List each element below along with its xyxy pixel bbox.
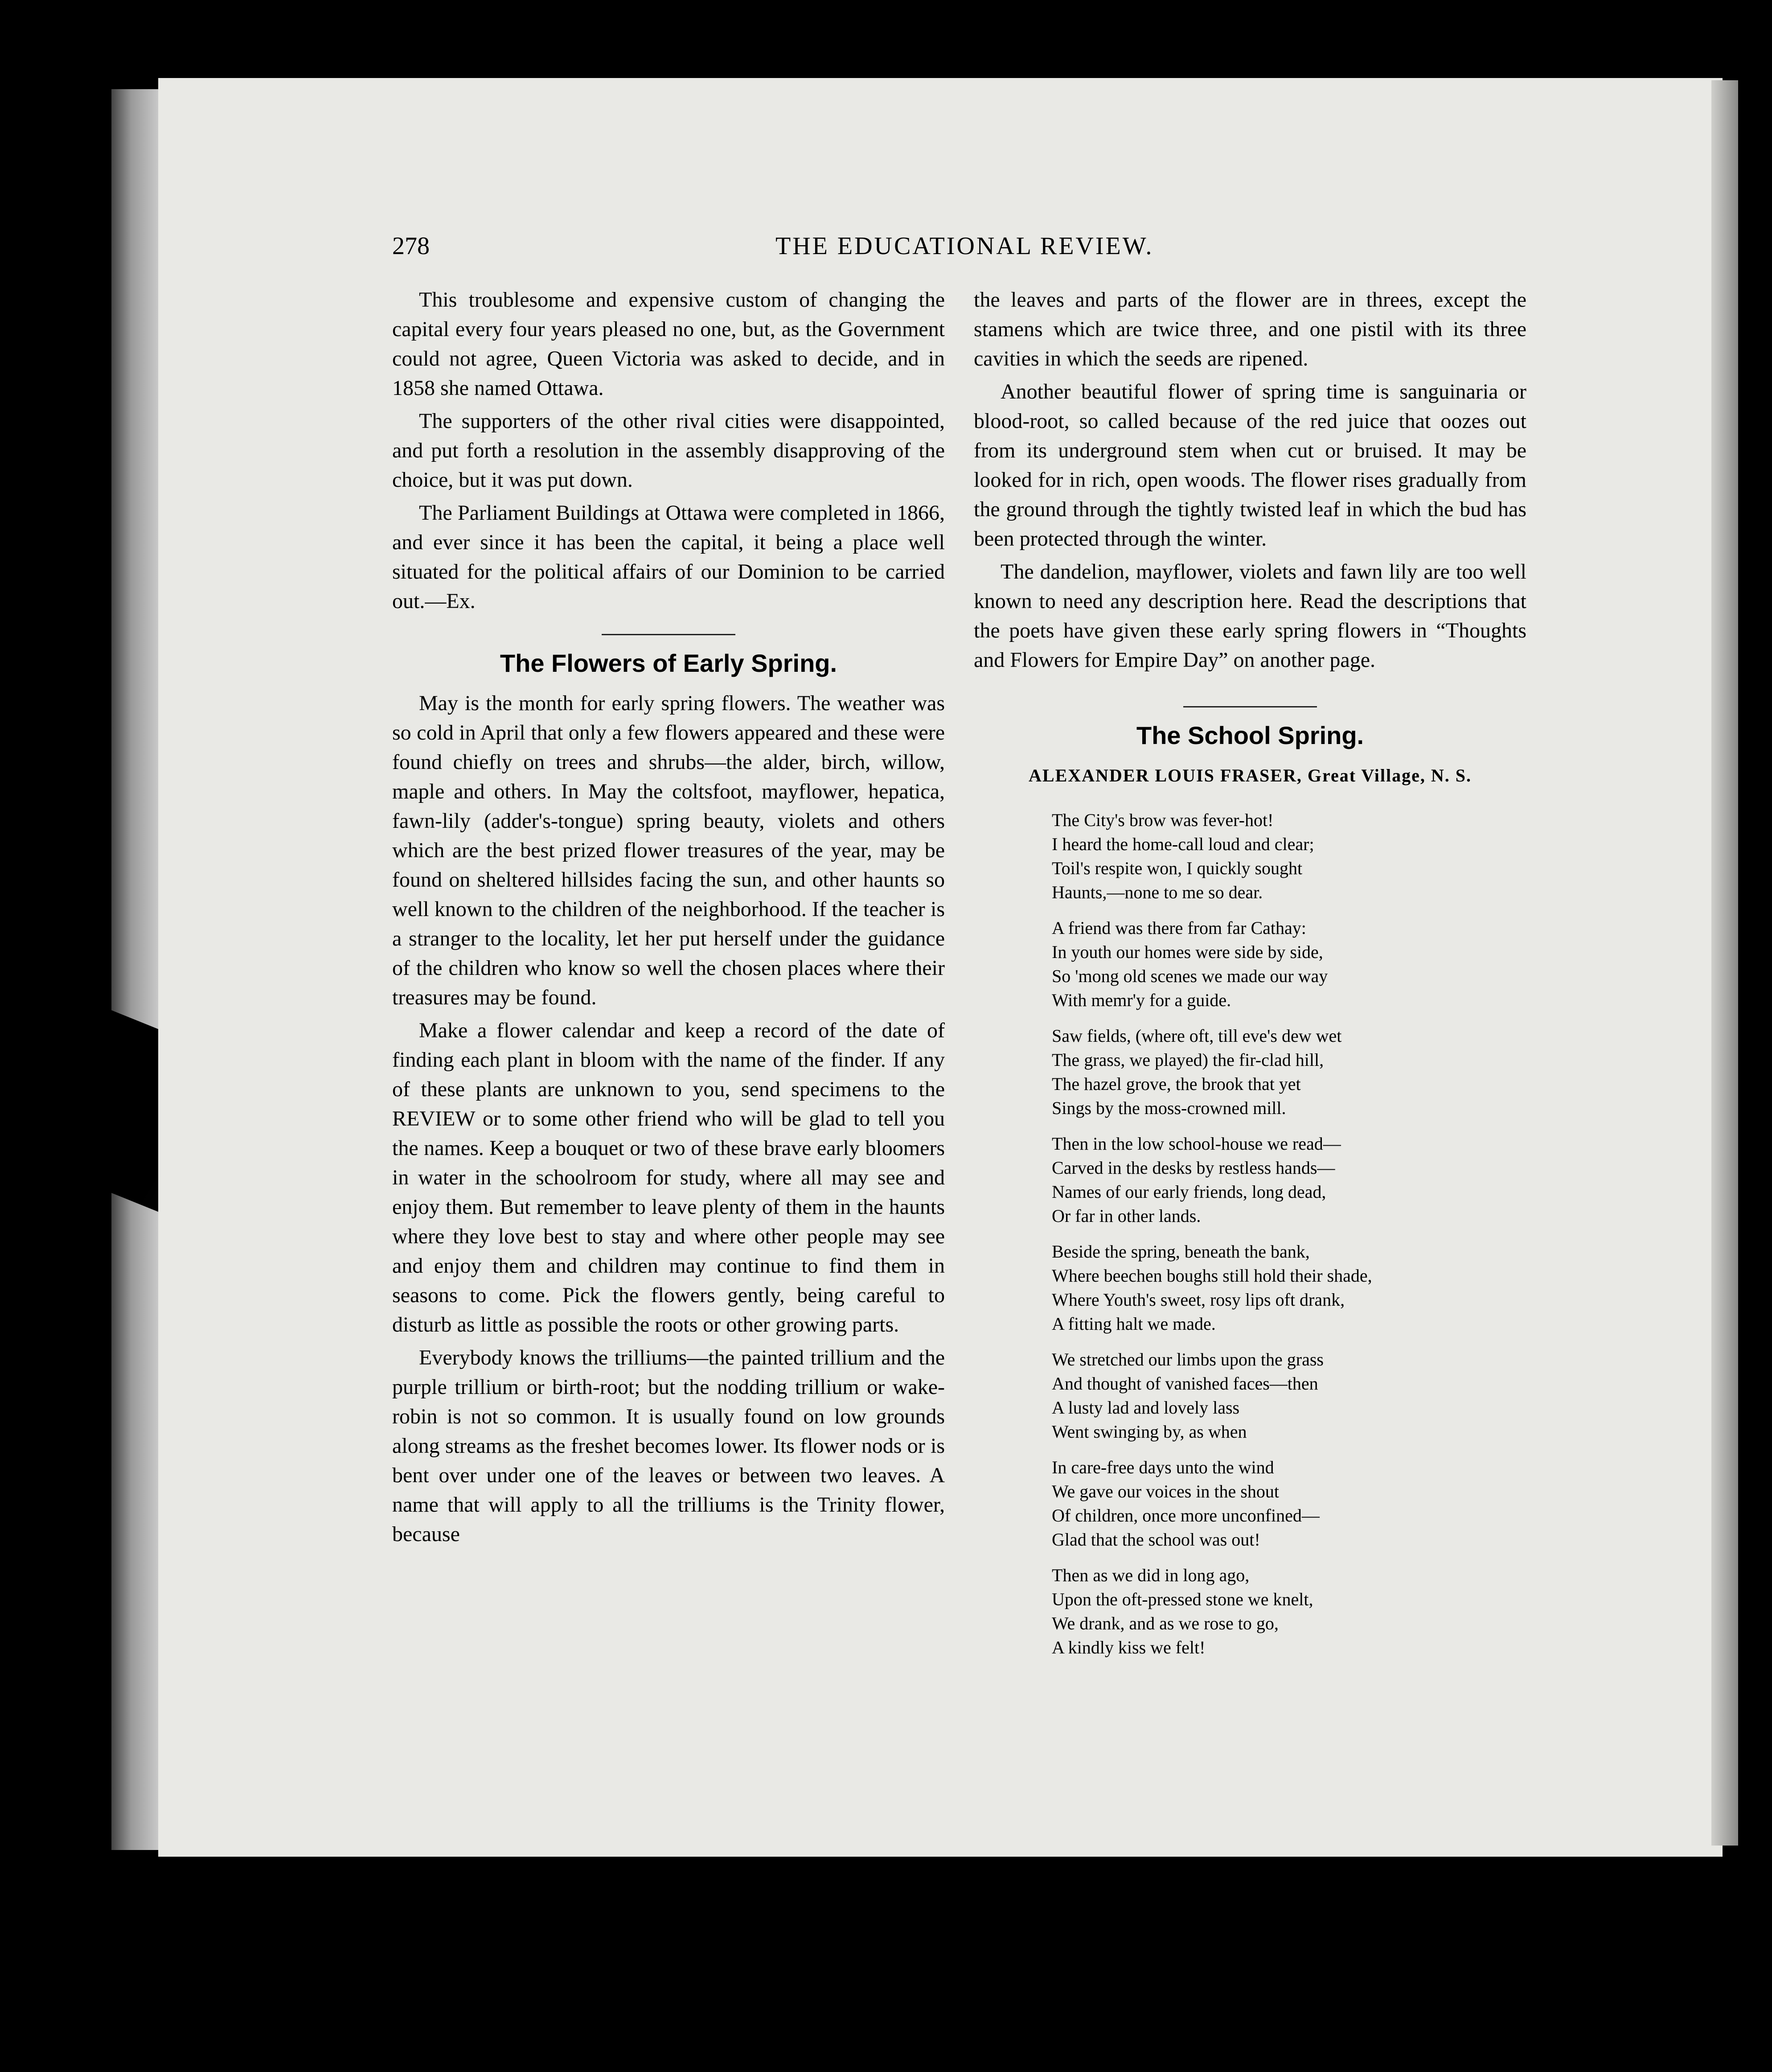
poem-line: A lusty lad and lovely lass — [1052, 1398, 1240, 1418]
flowers-paragraph: Make a flower calendar and keep a record of the date of finding each plant in bloom with the name of the finder. If any of these plants are unknown to you, send specimens to the REVIEW or to some other friend who will be glad to tell you the names. Keep a bouquet or two of these brave early bloomers in water in the schoolroom for study, where all may see and enjoy them. But remember to leave plenty of them in the haunts where they love best to stay and where other people may see and enjoy them and children may continue to find them in seasons to come. Pick the flowers gently, being careful to disturb as little as possible the roots or other growing parts. — [392, 1019, 945, 1336]
poem-line: Or far in other lands. — [1052, 1206, 1201, 1226]
section-divider — [1183, 706, 1317, 707]
poem-stanza — [1052, 1455, 1526, 1552]
poem-line: And thought of vanished faces—then — [1052, 1373, 1318, 1394]
page-header — [392, 232, 1524, 272]
poem-stanza — [1052, 808, 1526, 904]
flowers-paragraph: Everybody knows the trilliums—the painted trillium and the purple trillium or birth-root; but the nodding trillium or wake-robin is not so common. It is usually found on low grounds along streams as the freshet becomes lower. Its flower nods or is bent over under one of the leaves or between two leaves. A name that will apply to all the trilliums is the Trinity flower, because — [392, 1346, 945, 1546]
poem-line: In care-free days unto the wind — [1052, 1457, 1274, 1477]
poem-line: The City's brow was fever-hot! — [1052, 810, 1274, 830]
binding-edge — [111, 89, 160, 1850]
flowers-paragraph: the leaves and parts of the flower are in threes, except the stamens which are twice three, and one pistil with its three cavities in which the seeds are ripened. — [974, 288, 1526, 370]
poem-line: We gave our voices in the shout — [1052, 1481, 1279, 1501]
poem-line: Then as we did in long ago, — [1052, 1565, 1250, 1585]
poem-stanza — [1052, 1240, 1526, 1336]
poem-stanza — [1052, 916, 1526, 1012]
poem-line: We stretched our limbs upon the grass — [1052, 1349, 1324, 1369]
poem-line: Beside the spring, beneath the bank, — [1052, 1242, 1310, 1262]
poem-byline: ALEXANDER LOUIS FRASER, Great Village, N. S. — [1029, 765, 1472, 785]
journal-title: THE EDUCATIONAL REVIEW. — [775, 232, 1154, 260]
poem-line: Upon the oft-pressed stone we knelt, — [1052, 1589, 1313, 1609]
poem-line: Glad that the school was out! — [1052, 1529, 1260, 1550]
poem-line: We drank, and as we rose to go, — [1052, 1613, 1279, 1633]
poem-line: So 'mong old scenes we made our way — [1052, 966, 1328, 986]
poem-line: In youth our homes were side by side, — [1052, 942, 1323, 962]
right-column — [974, 285, 1526, 1671]
poem-line: A fitting halt we made. — [1052, 1314, 1216, 1334]
poem-line: The grass, we played) the fir-clad hill, — [1052, 1050, 1324, 1070]
poem-line: I heard the home-call loud and clear; — [1052, 834, 1314, 854]
poem-line: Names of our early friends, long dead, — [1052, 1182, 1326, 1202]
flowers-paragraph: May is the month for early spring flowers. The weather was so cold in April that only a few flowers appeared and these were found chiefly on trees and shrubs—the alder, birch, willow, maple and others. In May the coltsfoot, mayflower, hepatica, fawn-lily (adder's-tongue) spring beauty, violets and others which are the best prized flower treasures of the year, may be found on sheltered hillsides facing the sun, and other haunts so well known to the children of the neighborhood. If the teacher is a stranger to the locality, let her put herself under the guidance of the children who know so well the chosen places where their treasures may be found. — [392, 691, 945, 1009]
poem-line: A friend was there from far Cathay: — [1052, 918, 1306, 938]
flowers-paragraph: Another beautiful flower of spring time is sanguinaria or blood-root, so called because of the red juice that oozes out from its underground stem when cut or bruised. It may be looked for in rich, open woods. The flower rises gradually from the ground through the tightly twisted leaf in which the bud has been protected through the winter. — [974, 380, 1526, 551]
poem — [1052, 808, 1526, 1660]
poem-line: Carved in the desks by restless hands— — [1052, 1158, 1335, 1178]
flowers-title: The Flowers of Early Spring. — [500, 649, 837, 677]
poem-line: Sings by the moss-crowned mill. — [1052, 1098, 1286, 1118]
poem-stanza — [1052, 1132, 1526, 1228]
poem-line: Haunts,—none to me so dear. — [1052, 882, 1263, 902]
poem-stanza — [1052, 1563, 1526, 1660]
poem-line: Toil's respite won, I quickly sought — [1052, 858, 1303, 878]
section-divider — [602, 634, 735, 635]
poem-line: Where Youth's sweet, rosy lips oft drank, — [1052, 1290, 1345, 1310]
left-column — [392, 285, 945, 1553]
page-edge-right — [1711, 80, 1738, 1846]
ottawa-paragraph: The Parliament Buildings at Ottawa were completed in 1866, and ever since it has been the capital, it being a place well situated for the political affairs of our Dominion to be carried out.—Ex. — [392, 501, 945, 613]
poem-stanza — [1052, 1024, 1526, 1120]
ottawa-paragraph: This troublesome and expensive custom of changing the capital every four years pleased no one, but, as the Government could not agree, Queen Victoria was asked to decide, and in 1858 she named Ottawa. — [392, 288, 945, 400]
flowers-paragraph: The dandelion, mayflower, violets and fawn lily are too well known to need any description here. Read the descriptions that the poets have given these early spring flowers in “Thoughts and Flowers for Empire Day” on another page. — [974, 560, 1526, 672]
poem-line: Saw fields, (where oft, till eve's dew wet — [1052, 1026, 1342, 1046]
page-number: 278 — [392, 232, 430, 260]
poem-line: Went swinging by, as when — [1052, 1422, 1247, 1442]
poem-line: A kindly kiss we felt! — [1052, 1637, 1206, 1657]
poem-line: Where beechen boughs still hold their shade, — [1052, 1266, 1372, 1286]
poem-line: Of children, once more unconfined— — [1052, 1505, 1320, 1525]
poem-line: With memr'y for a guide. — [1052, 990, 1231, 1010]
poem-title: The School Spring. — [1136, 721, 1364, 749]
poem-line: Then in the low school-house we read— — [1052, 1134, 1341, 1154]
poem-stanza — [1052, 1348, 1526, 1444]
poem-line: The hazel grove, the brook that yet — [1052, 1074, 1301, 1094]
ottawa-paragraph: The supporters of the other rival cities were disappointed, and put forth a resolution in the assembly disapproving of the choice, but it was put down. — [392, 409, 945, 492]
